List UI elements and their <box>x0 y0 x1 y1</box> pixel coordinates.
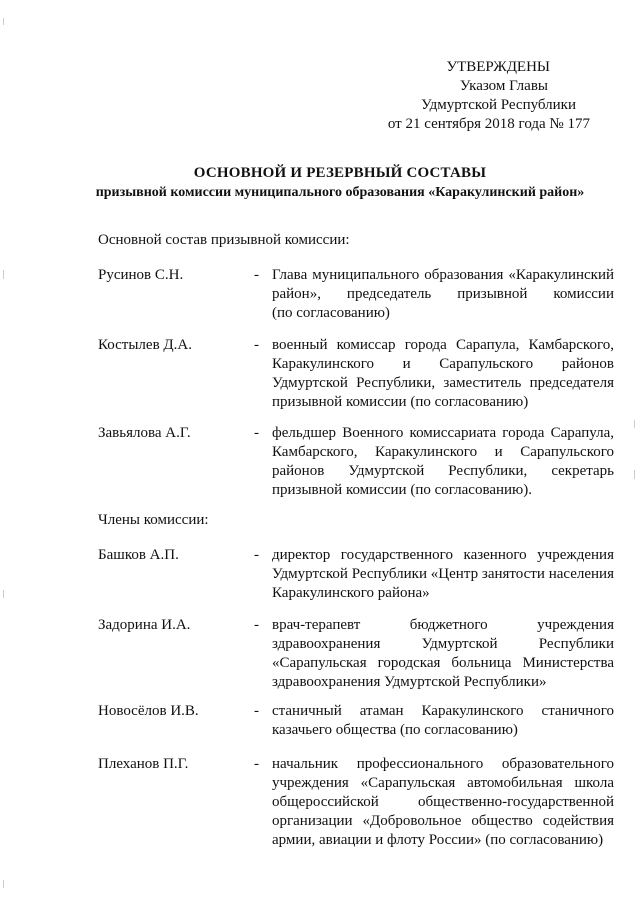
role-line: (по согласованию) <box>272 305 390 321</box>
role-line: Каракулинского района» <box>272 585 430 601</box>
scan-mark <box>3 18 4 25</box>
role-line: Каракулинского и Сарапульского районов <box>272 356 614 372</box>
member-name: Задорина И.А. <box>98 617 191 633</box>
approval-line: Удмуртской Республики <box>421 97 576 113</box>
member-role <box>272 266 614 323</box>
role-line: здравоохранения Удмуртской Республики» <box>272 674 547 690</box>
member-name: Завьялова А.Г. <box>98 425 191 441</box>
approval-line: УТВЕРЖДЕНЫ <box>446 59 550 75</box>
role-line: фельдшер Военного комиссариата города Сарапула, <box>272 425 614 441</box>
scan-mark <box>634 470 635 479</box>
approval-stamp <box>340 58 590 134</box>
dash: - <box>254 337 259 353</box>
document-title <box>60 164 620 202</box>
dash: - <box>254 756 259 772</box>
approval-line: Указом Главы <box>459 78 548 94</box>
role-line: организации «Добровольное общество содействия <box>272 813 614 829</box>
role-line: «Сарапульская городская больница Министерства <box>272 655 614 671</box>
main-composition-heading: Основной состав призывной комиссии: <box>98 232 350 248</box>
title-subtitle: призывной комиссии муниципального образования «Каракулинский район» <box>95 185 585 200</box>
scan-mark <box>3 590 4 598</box>
member-name: Новосёлов И.В. <box>98 703 199 719</box>
role-line: директор государственного казенного учреждения <box>272 547 614 563</box>
role-line: Камбарского, Каракулинского и Сарапульского <box>272 444 614 460</box>
role-line: Глава муниципального образования «Каракулинский <box>272 267 614 283</box>
role-line: казачьего общества (по согласованию) <box>272 722 518 738</box>
dash: - <box>254 617 259 633</box>
member-name: Плеханов П.Г. <box>98 756 189 772</box>
member-role <box>272 546 614 603</box>
role-line: врач-терапевт бюджетного учреждения <box>272 617 614 633</box>
scan-mark <box>3 880 4 888</box>
role-line: призывной комиссии (по согласованию) <box>272 394 529 410</box>
role-line: станичный атаман Каракулинского станичного <box>272 703 614 719</box>
role-line: начальник профессионального образовательного <box>272 756 614 772</box>
dash: - <box>254 267 259 283</box>
role-line: учреждения «Сарапульская автомобильная школа <box>272 775 614 791</box>
scan-mark <box>3 270 4 279</box>
title-main: ОСНОВНОЙ И РЕЗЕРВНЫЙ СОСТАВЫ <box>193 165 487 181</box>
member-name: Русинов С.Н. <box>98 267 184 283</box>
member-role <box>272 702 614 740</box>
member-role <box>272 616 614 692</box>
role-line: район», председатель призывной комиссии <box>272 286 614 302</box>
member-role <box>272 424 614 500</box>
role-line: Удмуртской Республики «Центр занятости населения <box>272 566 614 582</box>
scan-mark <box>634 420 635 428</box>
role-line: районов Удмуртской Республики, секретарь <box>272 463 614 479</box>
role-line: армии, авиации и флоту России» (по согласованию) <box>272 832 604 848</box>
role-line: призывной комиссии (по согласованию). <box>272 482 532 498</box>
member-role <box>272 755 614 850</box>
approval-line: от 21 сентября 2018 года № 177 <box>387 116 590 132</box>
member-name: Башков А.П. <box>98 547 179 563</box>
member-name: Костылев Д.А. <box>98 337 192 353</box>
members-heading: Члены комиссии: <box>98 512 209 528</box>
role-line: общероссийской общественно-государственной <box>272 794 614 810</box>
role-line: военный комиссар города Сарапула, Камбарского, <box>272 337 614 353</box>
role-line: здравоохранения Удмуртской Республики <box>272 636 614 652</box>
dash: - <box>254 703 259 719</box>
member-role <box>272 336 614 412</box>
dash: - <box>254 547 259 563</box>
role-line: Удмуртской Республики, заместитель председателя <box>272 375 614 391</box>
dash: - <box>254 425 259 441</box>
